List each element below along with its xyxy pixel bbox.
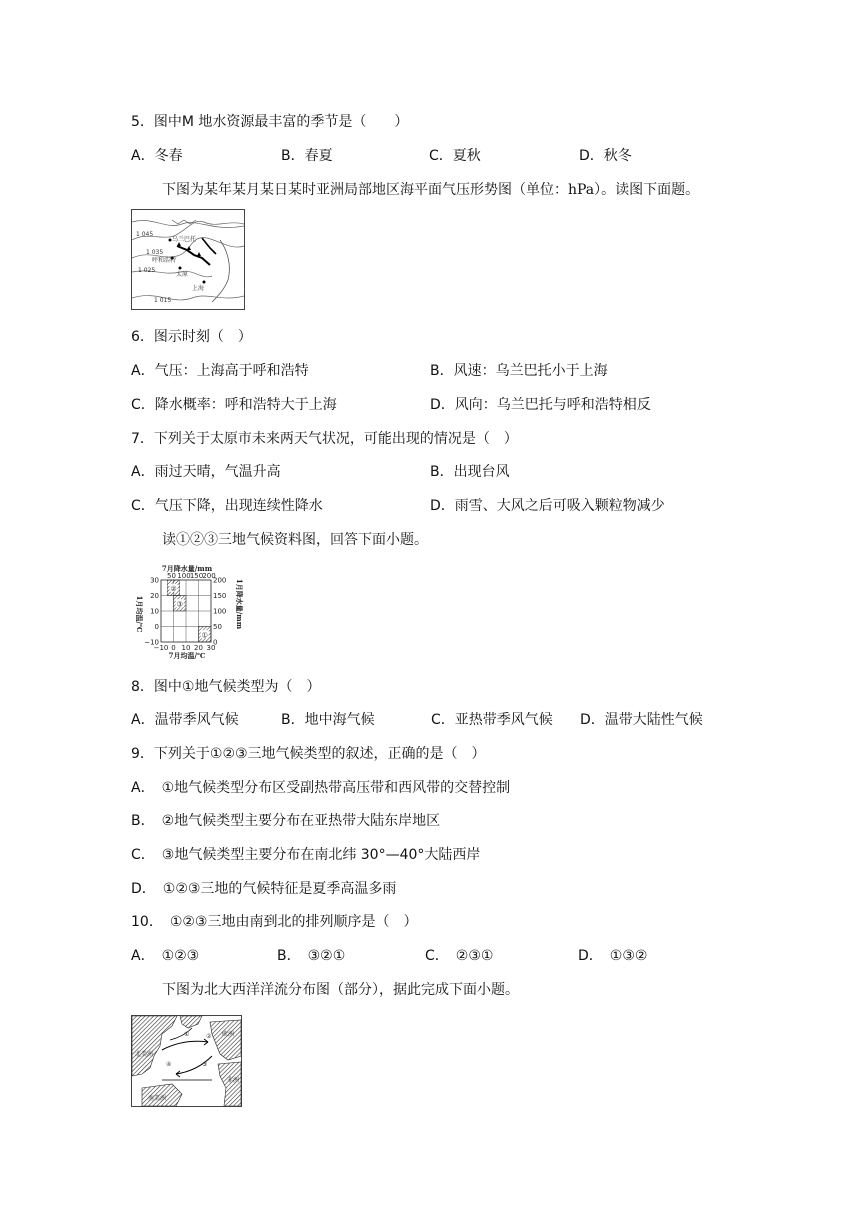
top-axis-label: 7月降水量/mm — [161, 564, 213, 573]
top-tick-label: 50 — [167, 572, 176, 580]
isobar-label: 1 045 — [136, 231, 154, 238]
q5-option-c: C．夏秋 — [429, 148, 481, 164]
top-tick-label: 150 — [189, 572, 204, 580]
pressure-map — [132, 210, 244, 309]
q9-option-a: A． ①地气候类型分布区受副热带高压带和西风带的交替控制 — [131, 780, 511, 796]
bottom-tick-label: 20 — [194, 644, 203, 652]
left-axis-label: 1月均温/℃ — [135, 595, 144, 633]
q7-option-b: B．出现台风 — [430, 464, 510, 480]
pressure-map-figure — [131, 209, 245, 310]
right-tick-label: 150 — [213, 592, 227, 600]
place-label: 太原 — [176, 271, 189, 278]
atlantic-map — [132, 1016, 241, 1106]
left-tick-label: −10 — [144, 638, 159, 647]
climate-chart — [131, 564, 243, 660]
bottom-tick-label: −10 — [153, 644, 169, 652]
q5-option-d: D．秋冬 — [579, 148, 632, 164]
right-tick-label: 100 — [213, 607, 227, 616]
q6-option-c: C．降水概率：呼和浩特大于上海 — [131, 397, 337, 413]
q9-option-b: B． ②地气候类型主要分布在亚热带大陆东岸地区 — [131, 813, 441, 829]
q6-option-b: B．风速：乌兰巴托小于上海 — [430, 363, 608, 379]
q9-option-c: C． ③地气候类型主要分布在南北纬 30°—40°大陆西岸 — [131, 847, 481, 863]
q10-option-c: C． ②③① — [425, 948, 494, 964]
q5-option-b: B．春夏 — [281, 148, 333, 164]
top-tick-label: 100 — [177, 572, 191, 580]
climate-point-label: ② — [170, 584, 177, 593]
q8-option-d: D．温带大陆性气候 — [580, 712, 703, 728]
atlantic-label: ③ — [202, 1061, 208, 1068]
bottom-axis-label: 7月均温/℃ — [168, 651, 206, 660]
atlantic-label: ② — [206, 1033, 212, 1040]
q5-option-a: A．冬春 — [131, 148, 183, 164]
left-tick-label: 0 — [154, 623, 159, 631]
q5-stem: 5．图中M 地水资源最丰富的季节是（ ） — [131, 114, 409, 130]
bottom-tick-label: 30 — [206, 644, 216, 652]
q6-stem: 6．图示时刻（ ） — [131, 329, 252, 345]
place-label: 乌兰巴托 — [172, 236, 197, 243]
left-tick-label: 30 — [150, 576, 159, 585]
bottom-tick-label: 0 — [171, 644, 176, 652]
right-tick-label: 0 — [213, 638, 218, 647]
q8-option-b: B．地中海气候 — [281, 712, 375, 728]
q10-stem: 10． ①②③三地由南到北的排列顺序是（ ） — [131, 914, 418, 930]
left-tick-label: 10 — [150, 607, 159, 616]
intro-climate-chart: 读①②③三地气候资料图，回答下面小题。 — [162, 532, 428, 548]
q7-option-a: A．雨过天晴，气温升高 — [131, 464, 281, 480]
q8-option-a: A．温带季风气候 — [131, 712, 239, 728]
isobar-label: 1 035 — [146, 249, 164, 256]
q8-option-c: C．亚热带季风气候 — [431, 712, 553, 728]
q10-option-b: B． ③②① — [277, 948, 346, 964]
right-tick-label: 50 — [213, 623, 222, 631]
intro-pressure-map: 下图为某年某月某日某时亚洲局部地区海平面气压形势图（单位：hPa）。读图下面题。 — [162, 182, 700, 198]
top-tick-label: 200 — [202, 572, 216, 580]
q9-stem: 9．下列关于①②③三地气候类型的叙述，正确的是（ ） — [131, 746, 486, 762]
q9-option-d: D． ①②③三地的气候特征是夏季高温多雨 — [131, 881, 397, 897]
isobar-label: 1 025 — [138, 267, 156, 274]
q6-option-d: D．风向：乌兰巴托与呼和浩特相反 — [430, 397, 651, 413]
right-tick-label: 200 — [213, 576, 227, 585]
left-tick-label: 20 — [150, 592, 159, 600]
climate-point-label: ③ — [176, 600, 183, 609]
atlantic-map-figure — [131, 1015, 242, 1107]
right-axis-label: 1月降水量/mm — [235, 578, 244, 630]
q7-option-c: C．气压下降，出现连续性降水 — [131, 498, 323, 514]
q8-stem: 8．图中①地气候类型为（ ） — [131, 679, 321, 695]
atlantic-label: ① — [184, 1031, 190, 1038]
atlantic-label: ④ — [166, 1061, 172, 1068]
q10-option-d: D． ①③② — [578, 948, 648, 964]
intro-atlantic-map: 下图为北大西洋洋流分布图（部分），据此完成下面小题。 — [162, 982, 519, 998]
atlantic-label: 北美洲 — [135, 1051, 154, 1058]
climate-point-label: ① — [201, 631, 208, 640]
place-label: 呼和浩特 — [152, 257, 177, 264]
q7-stem: 7．下列关于太原市未来两天气状况，可能出现的情况是（ ） — [131, 431, 518, 447]
q10-option-a: A． ①②③ — [131, 948, 200, 964]
atlantic-label: 非洲 — [227, 1077, 240, 1084]
q7-option-d: D．雨雪、大风之后可吸入颗粒物减少 — [430, 498, 665, 514]
atlantic-label: 南美洲 — [148, 1095, 167, 1102]
place-label: 上海 — [192, 285, 205, 292]
atlantic-label: 欧洲 — [222, 1031, 235, 1038]
isobar-label: 1 015 — [154, 297, 172, 304]
bottom-tick-label: 10 — [181, 644, 191, 652]
q6-option-a: A．气压：上海高于呼和浩特 — [131, 363, 309, 379]
